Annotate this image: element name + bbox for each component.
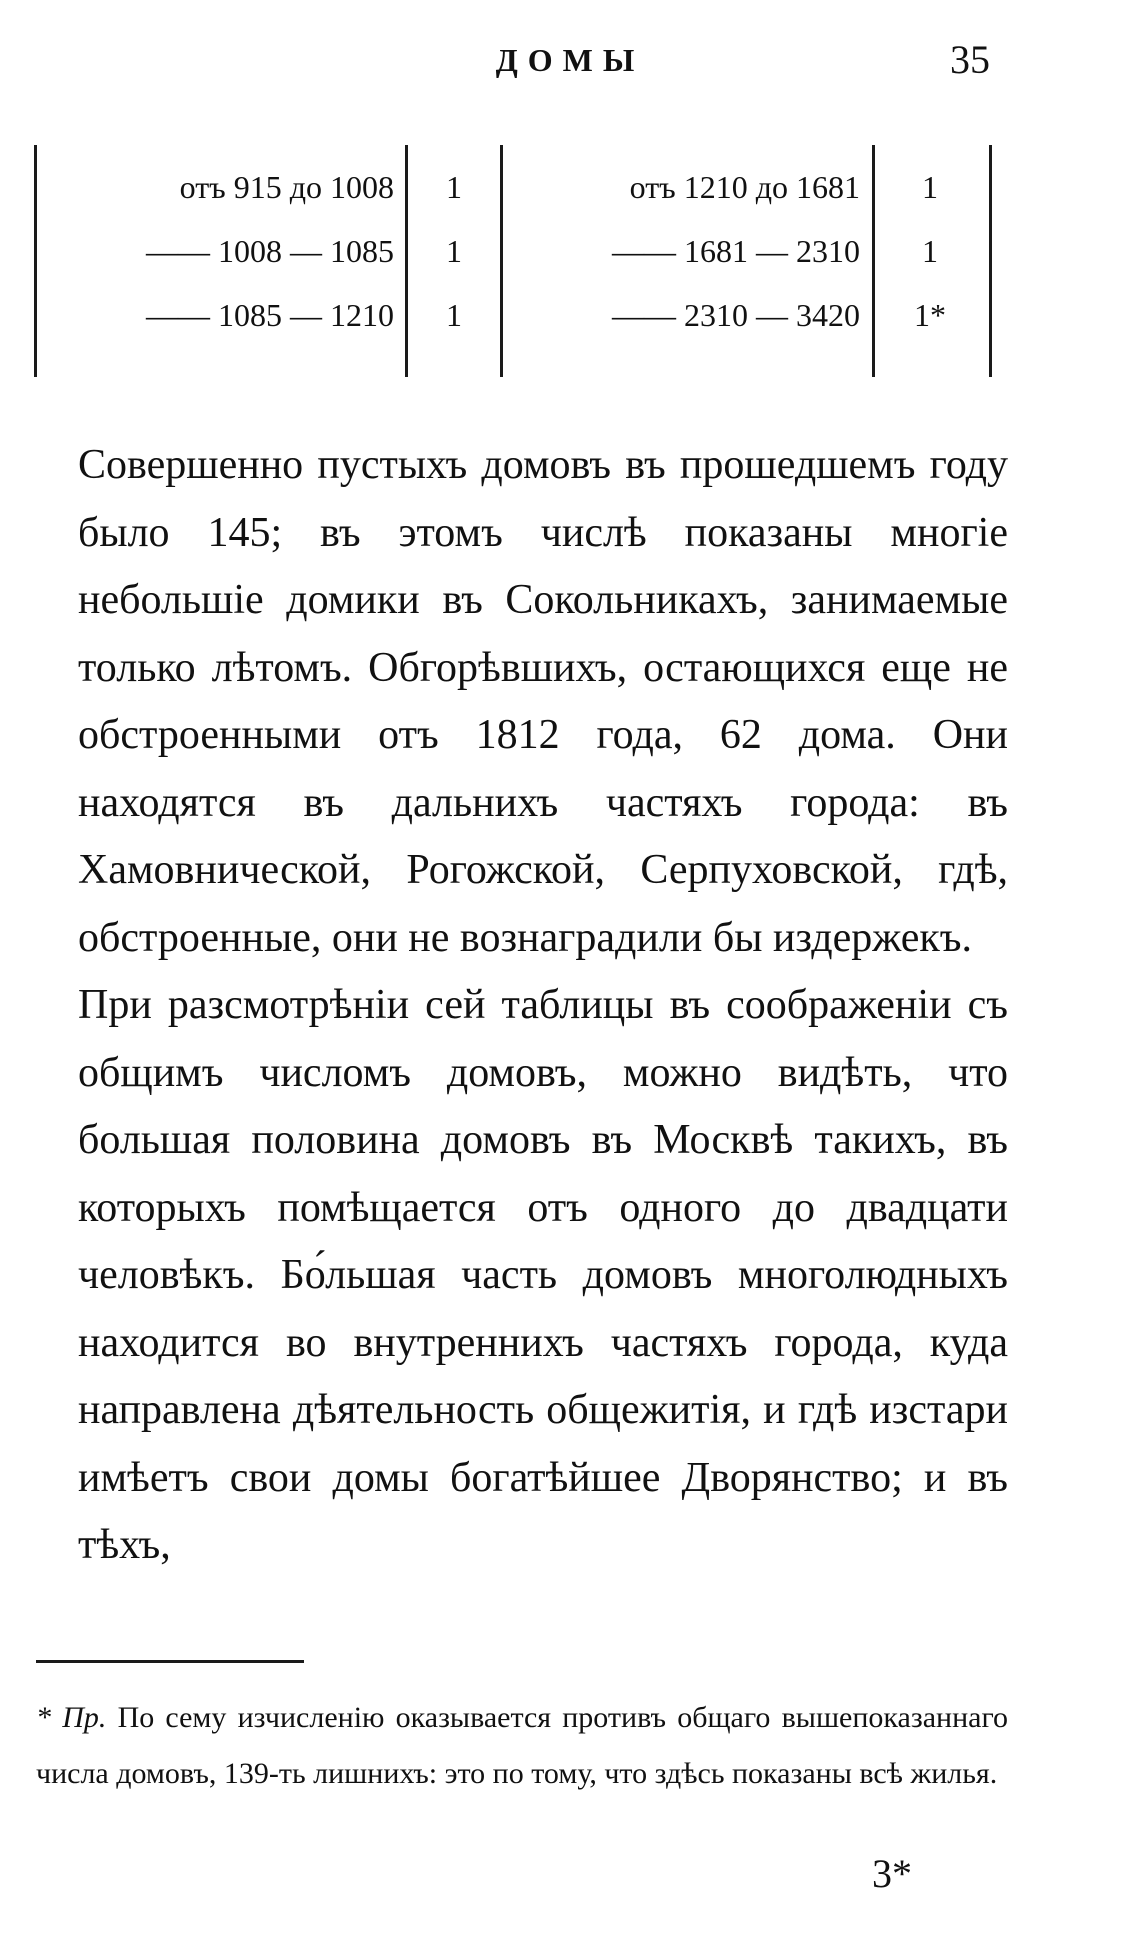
count-cell: 1 [922, 233, 938, 269]
page-number: 35 [950, 37, 990, 82]
count-cell: 1* [914, 297, 946, 333]
range-cell: —— 1085 — 1210 [146, 297, 394, 333]
range-cell: —— 1008 — 1085 [146, 233, 394, 269]
page-header-title: ДОМЫ [495, 42, 645, 78]
count-cell: 1 [446, 169, 462, 205]
count-cell: 1 [446, 233, 462, 269]
count-cell: 1 [922, 169, 938, 205]
footnote [36, 1690, 1008, 1802]
range-cell: отъ 1210 до 1681 [629, 169, 860, 205]
signature-mark: 3* [872, 1851, 912, 1896]
range-cell: —— 1681 — 2310 [612, 233, 860, 269]
table-row [500, 221, 990, 281]
table-row [34, 157, 500, 217]
range-cell: —— 2310 — 3420 [612, 297, 860, 333]
table-row [500, 157, 990, 217]
body-text [78, 432, 1008, 1580]
paragraph: При разсмотрѣніи сей таблицы въ соображеніи съ общимъ числомъ домовъ, можно видѣть, что большая половина домовъ въ Москвѣ такихъ, въ которыхъ помѣщается отъ одного до двадцати человѣкъ. Бо́льшая часть домовъ многолюдныхъ находится во внутреннихъ частяхъ города, куда направлена дѣятельность общежитія, и гдѣ изстари имѣетъ свои домы богатѣйшее Дворянство; и въ тѣхъ, [78, 982, 1008, 1568]
footnote-mark: * Пр. [36, 1701, 107, 1734]
table-row [500, 285, 990, 345]
paragraph: Совершенно пустыхъ домовъ въ прошедшемъ году было 145; въ этомъ числѣ показаны многіе небольшіе домики въ Сокольникахъ, занимаемые только лѣтомъ. Обгорѣвшихъ, остающихся еще не обстроенными отъ 1812 года, 62 дома. Они находятся въ дальнихъ частяхъ города: въ Хамовнической, Рогожской, Серпуховской, гдѣ, обстроенные, они не вознаградили бы издержекъ. [78, 442, 1008, 961]
range-cell: отъ 915 до 1008 [179, 169, 394, 205]
footnote-text: По сему изчисленію оказывается противъ общаго вышепоказаннаго числа домовъ, 139-ть лишнихъ: это по тому, что здѣсь показаны всѣ жилья. [36, 1701, 1008, 1790]
table-row [34, 221, 500, 281]
table-row [34, 285, 500, 345]
house-range-table [34, 145, 992, 377]
count-cell: 1 [446, 297, 462, 333]
footnote-divider [36, 1660, 304, 1663]
